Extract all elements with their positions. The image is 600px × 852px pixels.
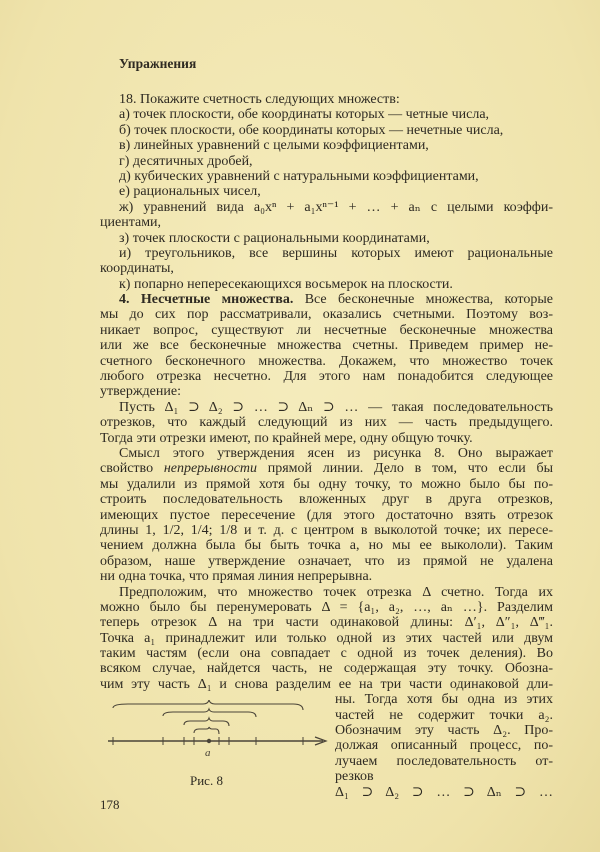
text-line: Тогда эти отрезки имеют, по крайней мере, одну общую точку.	[100, 430, 473, 446]
text-line: Пусть Δ₁ ⊃ Δ₂ ⊃ … ⊃ Δₙ ⊃ … — такая последовательность	[119, 399, 553, 415]
text-line: всяком случае, найдется часть, не содержащая эту точку. Обозна-	[100, 661, 553, 677]
paragraph	[100, 292, 553, 400]
text-line: отрезков, что каждый следующий из них — часть предыдущего.	[100, 415, 553, 431]
text-line: е) рациональных чисел,	[119, 184, 261, 200]
brace-level-3	[184, 718, 229, 726]
paragraph	[100, 200, 553, 231]
text-line: г) десятичных дробей,	[119, 153, 253, 169]
text-line: к) попарно непересекающихся восьмерок на плоскости.	[119, 276, 453, 292]
paragraph	[100, 154, 553, 169]
text-line: таким частям (если она совпадает с одной из точек деления). Во	[100, 646, 553, 662]
main-column-text	[100, 92, 553, 692]
paragraph	[100, 231, 553, 246]
text-line: резков	[335, 769, 374, 785]
text-line: теперь отрезок Δ на три части одинаковой длины: Δ′₁, Δ″₁, Δ‴₁.	[100, 615, 553, 631]
paragraph	[100, 246, 553, 277]
text-line: Обозначим эту часть Δ₂. Про-	[335, 723, 553, 739]
text-line	[100, 461, 553, 476]
section-title: 4. Несчетные множества.	[119, 292, 294, 308]
text-line: Смысл этого утверждения ясен из рисунка 8. Оно выражает	[119, 445, 553, 461]
text-line: мы удалили из прямой хотя бы одну точку, то можно было бы по-	[100, 476, 553, 492]
text-line: Предположим, что множество точек отрезка Δ счетно. Тогда их	[119, 584, 553, 600]
text-line: координаты,	[100, 261, 174, 277]
text-line: длины 1, 1/2, 1/4; 1/8 и т. д. с центром в выколотой точке; их пересе-	[100, 522, 553, 538]
paragraph	[100, 138, 553, 153]
text-line	[100, 292, 553, 307]
text-line: чим эту часть Δ₁ и снова разделим ее на три части одинаковой дли-	[100, 676, 553, 692]
text-line: имеющих пустое пересечение (для этого достаточно взять отрезок	[100, 507, 553, 523]
text-line: образом, наше утверждение означает, что из прямой не удалена	[100, 553, 553, 569]
text-line: д) кубических уравнений с натуральными коэффициентами,	[119, 168, 479, 184]
body-text	[100, 92, 553, 800]
text-run: Все бесконечные множества, которые	[293, 292, 553, 308]
text-line: ни одна точка, что прямая линия непрерывна.	[100, 569, 373, 585]
point-a-label: a	[205, 747, 211, 759]
text-run: прямой линии. Дело в том, что если бы	[257, 461, 553, 477]
text-line: з) точек плоскости с рациональными координатами,	[119, 230, 430, 246]
paragraph	[100, 400, 553, 446]
text-line: частей не содержит точки a₂.	[335, 707, 553, 723]
point-a	[207, 739, 211, 743]
text-line: счетного бесконечного множества. Докажем, что множество точек	[100, 353, 553, 369]
brace-level-2	[163, 709, 256, 717]
text-line: б) точек плоскости, обе координаты которых — нечетные числа,	[119, 122, 504, 138]
paragraph	[100, 107, 553, 122]
text-line: Точка a₁ принадлежит или только одной из этих частей или двум	[100, 630, 553, 646]
paragraph	[100, 184, 553, 199]
text-line: должая описанный процесс, по-	[335, 738, 553, 754]
figure-8-nested-segments	[108, 700, 333, 770]
brace-level-4	[194, 727, 219, 734]
text-line: в) линейных уравнений с целыми коэффициентами,	[119, 138, 429, 154]
emphasized-term: непрерывности	[163, 461, 258, 477]
text-line: строить последовательность вложенных друг в друга отрезков,	[100, 492, 553, 508]
text-line: циентами,	[100, 215, 162, 231]
text-line: 18. Покажите счетность следующих множеств:	[119, 92, 400, 107]
text-line: и) треугольников, все вершины которых имеют рациональные	[119, 245, 553, 261]
page-number: 178	[100, 797, 120, 812]
paragraph	[100, 169, 553, 184]
paragraph	[100, 446, 553, 585]
text-line: можно было бы перенумеровать Δ = {a₁, a₂, …, aₙ …}. Разделим	[100, 599, 553, 615]
paragraph	[100, 123, 553, 138]
text-run: свойство	[100, 461, 164, 477]
paragraph	[100, 585, 553, 693]
text-line: утверждение:	[100, 384, 181, 400]
text-line: мы до сих пор рассматривали, оказались счетными. Поэтому воз-	[100, 307, 553, 323]
paragraph	[100, 92, 553, 107]
text-line: любого отрезка несчетно. Для этого нам понадобится следующее	[100, 369, 553, 385]
text-line: лучаем последовательность от-	[335, 753, 553, 769]
text-line: ж) уравнений вида a₀xⁿ + a₁xⁿ⁻¹ + … + aₙ с целыми коэффи-	[119, 199, 553, 215]
text-line: или же все бесконечные множества счетны. Приведем пример не-	[100, 338, 553, 354]
brace-level-1	[113, 700, 303, 710]
section-heading: Упражнения	[119, 56, 197, 71]
paragraph	[100, 277, 553, 292]
text-line: а) точек плоскости, обе координаты которых — четные числа,	[119, 107, 490, 123]
text-line: ны. Тогда хотя бы одна из этих	[335, 692, 553, 708]
nested-segments-formula: Δ₁ ⊃ Δ₂ ⊃ … ⊃ Δₙ ⊃ …	[335, 784, 553, 800]
text-line: чением должна была бы быть точка a, но мы ее выкололи). Таким	[100, 538, 553, 554]
figure-caption: Рис. 8	[190, 773, 223, 788]
text-line: никает вопрос, существуют ли несчетные бесконечные множества	[100, 322, 553, 338]
